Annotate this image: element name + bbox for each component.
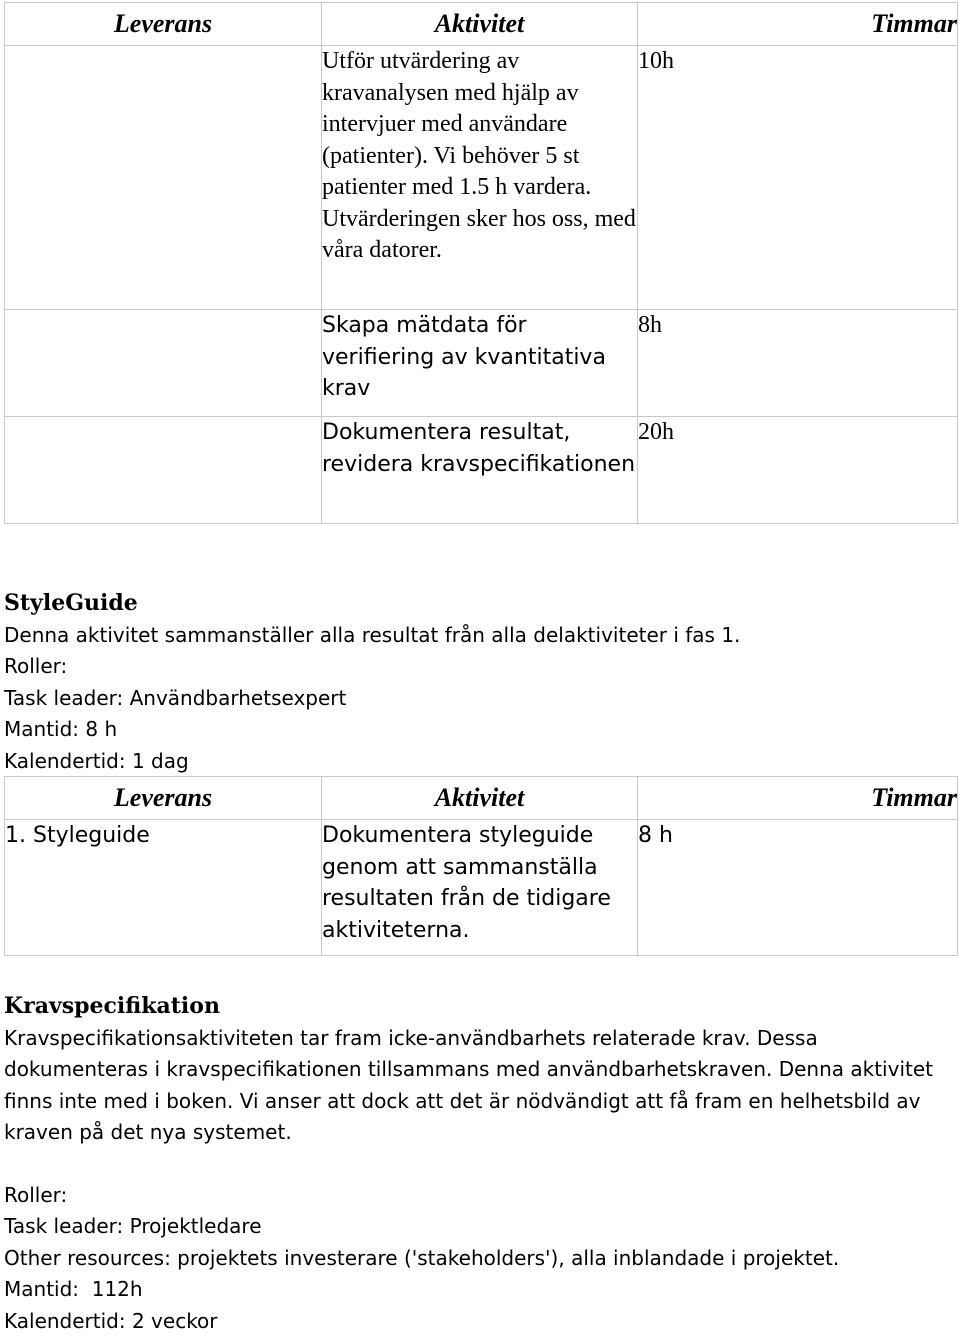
aktivitet-cell: Dokumentera styleguide genom att sammanställa resultaten från de tidigare aktiviteterna. [322,820,638,956]
table-header-row [5,3,958,46]
section-paragraph: Kravspecifikationsaktiviteten tar fram icke-användbarhets relaterade krav. Dessa dokumenteras i kravspecifikationen tillsammans med användbarhetskraven. Denna aktivitet finns inte med i boken. Vi anser att dock att det är nödvändigt att få fram en helhetsbild av kraven på det nya systemet. [4,1023,944,1149]
kravspec-section [4,991,954,1337]
task-leader: Task leader: Projektledare [4,1211,954,1243]
timmar-cell: 10h [638,46,958,310]
header-timmar: Timmar [638,3,958,46]
timmar-cell: 8h [638,310,958,417]
leverans-cell [5,46,322,310]
table-row [5,46,958,310]
section-title: StyleGuide [4,588,954,620]
table-header-row [5,777,958,820]
mantid: Mantid: 8 h [4,714,954,746]
roles-label: Roller: [4,651,954,683]
other-resources: Other resources: projektets investerare ('stakeholders'), alla inblandade i projektet. [4,1243,954,1275]
header-aktivitet: Aktivitet [322,777,638,820]
section-title: Kravspecifikation [4,991,954,1023]
activity-table-2 [4,776,958,956]
header-leverans: Leverans [5,777,322,820]
kalendertid: Kalendertid: 1 dag [4,746,954,778]
task-leader: Task leader: Användbarhetsexpert [4,683,954,715]
table-row [5,820,958,956]
styleguide-section [4,588,954,777]
header-timmar: Timmar [638,777,958,820]
roles-label: Roller: [4,1180,954,1212]
mantid: Mantid: 112h [4,1274,954,1306]
aktivitet-cell: Dokumentera resultat, revidera kravspecifikationen [322,417,638,524]
leverans-cell [5,310,322,417]
timmar-cell: 20h [638,417,958,524]
leverans-cell: 1. Styleguide [5,820,322,956]
table-row [5,417,958,524]
section-description: Denna aktivitet sammanställer alla resultat från alla delaktiviteter i fas 1. [4,620,954,652]
aktivitet-cell: Utför utvärdering av kravanalysen med hjälp av intervjuer med användare (patienter). Vi behöver 5 st patienter med 1.5 h vardera. Utvärderingen sker hos oss, med våra datorer. [322,46,638,310]
header-leverans: Leverans [5,3,322,46]
leverans-cell [5,417,322,524]
activity-table-1 [4,2,958,524]
spacer [4,1149,954,1180]
header-aktivitet: Aktivitet [322,3,638,46]
aktivitet-cell: Skapa mätdata för verifiering av kvantitativa krav [322,310,638,417]
document-page [4,2,957,524]
timmar-cell: 8 h [638,820,958,956]
kalendertid: Kalendertid: 2 veckor [4,1306,954,1337]
table-row [5,310,958,417]
document-page-part-2 [4,776,957,956]
